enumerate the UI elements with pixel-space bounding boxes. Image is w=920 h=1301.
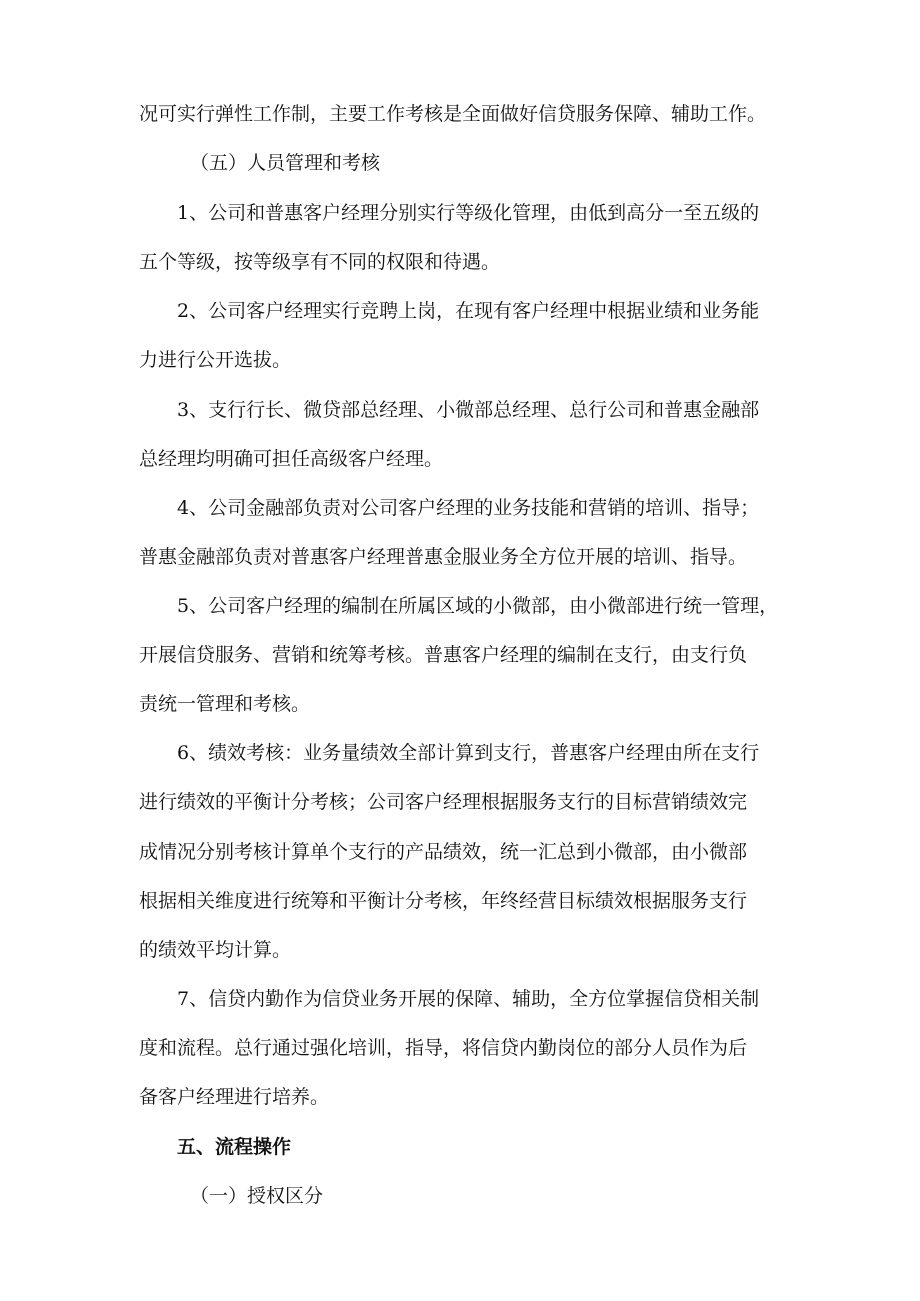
text-line: 7、信贷内勤作为信贷业务开展的保障、辅助，全方位掌握信贷相关制 bbox=[177, 988, 760, 1010]
text-line: 5、公司客户经理的编制在所属区域的小微部，由小微部进行统一管理， bbox=[177, 595, 779, 617]
text-line: 根据相关维度进行统筹和平衡计分考核，年终经营目标绩效根据服务支行 bbox=[139, 890, 748, 912]
text-line: 开展信贷服务、营销和统筹考核。普惠客户经理的编制在支行，由支行负 bbox=[139, 644, 748, 666]
text-line: 成情况分别考核计算单个支行的产品绩效，统一汇总到小微部，由小微部 bbox=[139, 841, 748, 863]
text-line: 备客户经理进行培养。 bbox=[139, 1086, 330, 1108]
text-line: 4、公司金融部负责对公司客户经理的业务技能和营销的培训、指导； bbox=[177, 497, 760, 519]
chapter-heading: 五、流程操作 bbox=[177, 1136, 292, 1158]
text-line: 3、支行行长、微贷部总经理、小微部总经理、总行公司和普惠金融部 bbox=[177, 399, 760, 421]
text-line: 力进行公开选拔。 bbox=[139, 349, 292, 371]
section-heading: （一）授权区分 bbox=[190, 1185, 324, 1207]
section-heading: （五）人员管理和考核 bbox=[190, 152, 381, 174]
text-line: 度和流程。总行通过强化培训，指导，将信贷内勤岗位的部分人员作为后 bbox=[139, 1037, 748, 1059]
text-line: 责统一管理和考核。 bbox=[139, 693, 311, 715]
text-line: 的绩效平均计算。 bbox=[139, 939, 292, 961]
text-line: 普惠金融部负责对普惠客户经理普惠金服业务全方位开展的培训、指导。 bbox=[139, 546, 748, 568]
text-line: 总经理均明确可担任高级客户经理。 bbox=[139, 448, 444, 470]
text-line: 进行绩效的平衡计分考核；公司客户经理根据服务支行的目标营销绩效完 bbox=[139, 791, 748, 813]
text-line: 况可实行弹性工作制，主要工作考核是全面做好信贷服务保障、辅助工作。 bbox=[139, 103, 767, 125]
text-line: 五个等级，按等级享有不同的权限和待遇。 bbox=[139, 251, 501, 273]
text-line: 6、绩效考核：业务量绩效全部计算到支行，普惠客户经理由所在支行 bbox=[177, 742, 760, 764]
text-line: 2、公司客户经理实行竞聘上岗，在现有客户经理中根据业绩和业务能 bbox=[177, 300, 760, 322]
text-line: 1、公司和普惠客户经理分别实行等级化管理，由低到高分一至五级的 bbox=[177, 202, 760, 224]
